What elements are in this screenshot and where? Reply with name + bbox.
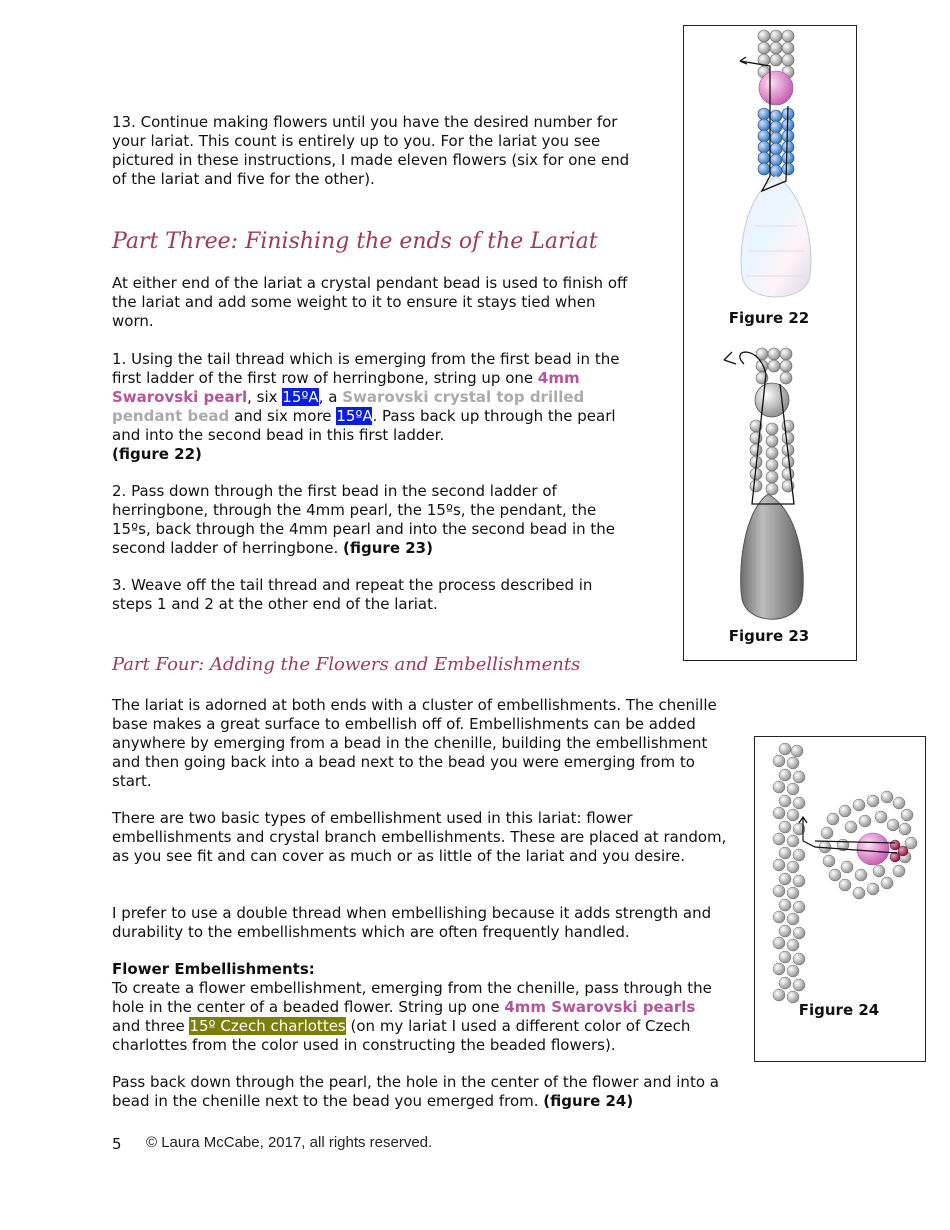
step-1-text-b: , six (247, 388, 283, 406)
copyright: © Laura McCabe, 2017, all rights reserved. (146, 1134, 433, 1151)
last-paragraph-text: Pass back down through the pearl, the hole in the center of the flower and into a bead in the chenille next to the bead you emerged from. (112, 1073, 719, 1110)
flower-text-a: To create a flower embellishment, emerging from the chenille, pass through the hole in the center of a beaded flower. String up one (112, 979, 712, 1016)
figure-24-illustration (755, 737, 925, 1007)
figure-22-caption: Figure 22 (728, 309, 810, 327)
part-three-step-1 (112, 350, 632, 464)
step-2-text: 2. Pass down through the first bead in the second ladder of herringbone, through the 4mm pearl, the 15ºs, the pendant, the 15ºs, back through the 4mm pearl and into the second bead in the second ladder of herringbone. (112, 482, 616, 557)
step-1-text-d: and six more (229, 407, 337, 425)
flower-embellishments-heading: Flower Embellishments: (112, 960, 315, 978)
part-four-last-paragraph (112, 1073, 727, 1111)
part-four-paragraph-1: The lariat is adorned at both ends with a cluster of embellishments. The chenille base makes a great surface to embellish off of. Embellishments can be added anywhere by emerging from a bead in the chenille, building the embellishment and then going back into a bead next to the bead you were emerging from to start. (112, 696, 717, 790)
step-13-text: 13. Continue making flowers until you have the desired number for your lariat. This count is entirely up to you. For the lariat you see pictured in these instructions, I made eleven flowers (six for one end of the lariat and five for the other). (112, 113, 630, 188)
figure-23-ref: (figure 23) (343, 539, 433, 557)
step-1-text-a: 1. Using the tail thread which is emerging from the first bead in the first ladder of the first row of herringbone, string up one (112, 350, 620, 387)
figure-24-ref: (figure 24) (543, 1092, 634, 1110)
part-three-step-3: 3. Weave off the tail thread and repeat the process described in steps 1 and 2 at the other end of the lariat. (112, 576, 593, 613)
pearl-link-text: 4mm Swarovski pearl (112, 369, 580, 406)
part-four-paragraph-3: I prefer to use a double thread when embellishing because it adds strength and durability to the embellishments which are often frequently handled. (112, 904, 712, 941)
pearls-text: 4mm Swarovski pearls (504, 998, 696, 1016)
flower-text-c: (on my lariat I used a different color of Czech charlottes from the color used in constructing the beaded flowers). (112, 1017, 691, 1054)
crystal-pendant-text: Swarovski crystal top drilled pendant bead (112, 388, 585, 425)
figure-24-caption: Figure 24 (798, 1001, 880, 1019)
step-1-text-c: , a (318, 388, 343, 406)
part-three-heading: Part Three: Finishing the ends of the Lariat (112, 229, 598, 254)
step-1-text-e: . Pass back up through the pearl and into the second bead in this first ladder. (112, 407, 616, 444)
charlottes-highlight: 15º Czech charlottes (189, 1017, 346, 1035)
figure-22-illustration (684, 26, 856, 316)
flower-embellishments-section (112, 960, 727, 1055)
part-four-paragraph-2: There are two basic types of embellishment used in this lariat: flower embellishments and crystal branch embellishments. These are placed at random, as you see fit and can cover as much or as little of the lariat and you desire. (112, 809, 727, 865)
part-three-intro: At either end of the lariat a crystal pendant bead is used to finish off the lariat and add some weight to it to ensure it stays tied when worn. (112, 274, 628, 330)
page-number: 5 (112, 1135, 122, 1153)
part-three-step-2 (112, 482, 632, 558)
seed-bead-highlight-2: 15ºA (336, 407, 373, 425)
figures-22-23-panel (683, 25, 857, 661)
figure-22-ref: (figure 22) (112, 445, 202, 463)
figure-23-caption: Figure 23 (728, 627, 810, 645)
part-four-heading: Part Four: Adding the Flowers and Embellishments (112, 654, 581, 675)
flower-text-b: and three (112, 1017, 190, 1035)
figure-23-illustration (684, 344, 856, 626)
figure-24-panel (754, 736, 926, 1062)
seed-bead-highlight: 15ºA (282, 388, 319, 406)
